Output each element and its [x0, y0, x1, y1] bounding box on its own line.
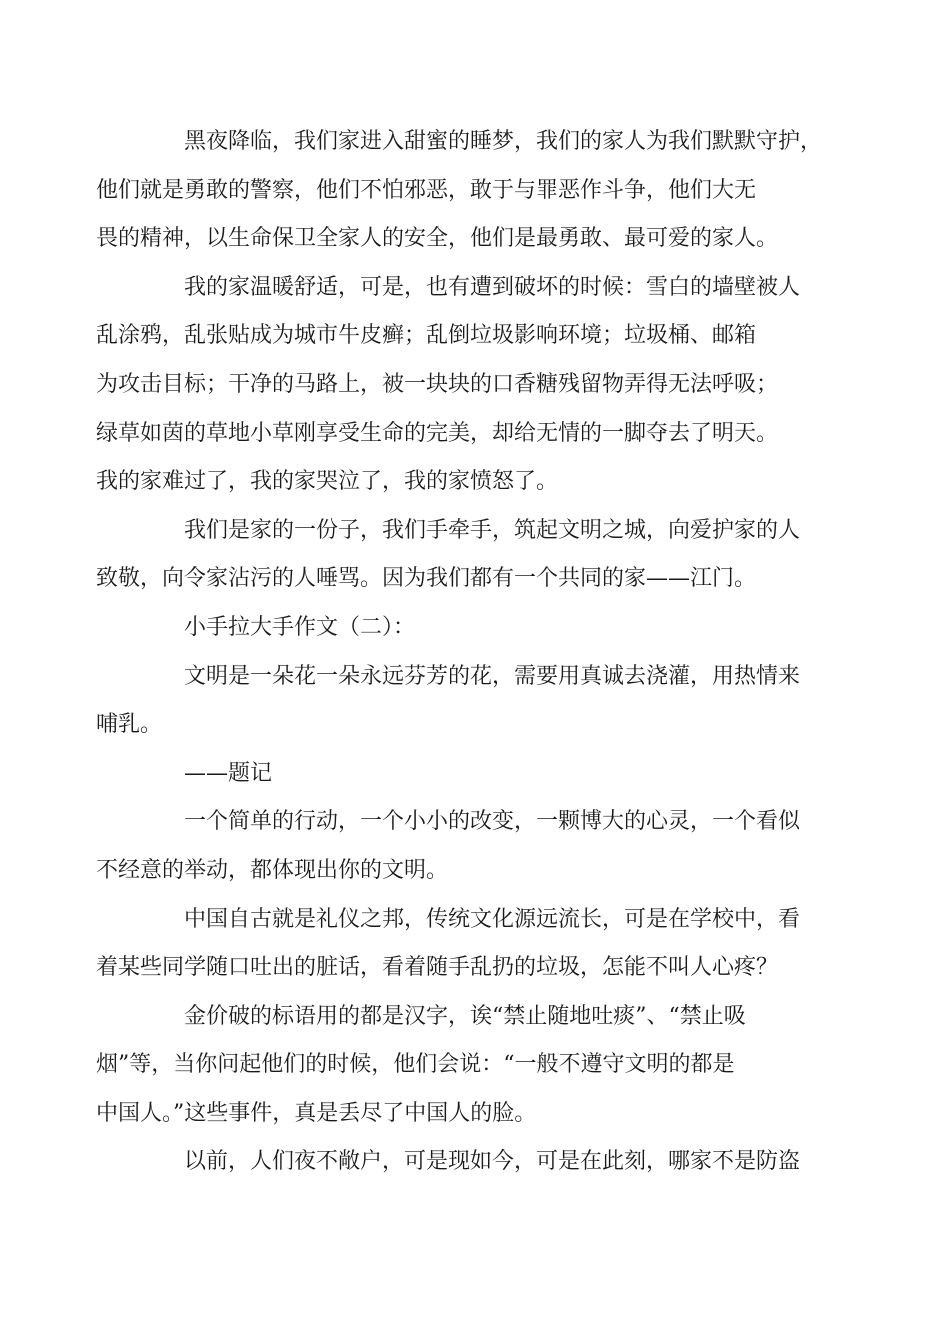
text-line: 我的家温暖舒适，可是，也有遭到破坏的时候：雪白的墙壁被人 [184, 274, 801, 300]
text-line: 不经意的举动，都体现出你的文明。 [96, 857, 449, 883]
paragraph [96, 798, 830, 895]
text-line: 小手拉大手作文（二）： [184, 614, 416, 640]
paragraph [96, 507, 830, 604]
text-line: 乱涂鸦，乱张贴成为城市牛皮癣；乱倒垃圾影响环境；垃圾桶、邮箱 [96, 323, 757, 349]
text-line: 我的家难过了，我的家哭泣了，我的家愤怒了。 [96, 469, 559, 495]
text-line: ——题记 [184, 760, 273, 786]
text-line: 着某些同学随口吐出的脏话，看着随手乱扔的垃圾，怎能不叫人心疼？ [96, 955, 779, 981]
text-line: 中国自古就是礼仪之邦，传统文化源远流长，可是在学校中，看 [184, 906, 801, 932]
paragraph [140, 750, 830, 799]
text-line: 我们是家的一份子，我们手牵手，筑起文明之城，向爱护家的人 [184, 517, 801, 543]
text-line: 文明是一朵花一朵永远芬芳的花，需要用真诚去浇灌，用热情来 [184, 663, 801, 689]
text-line: 烟”等，当你问起他们的时候，他们会说：“一般不遵守文明的都是 [96, 1052, 735, 1078]
paragraph [96, 653, 830, 750]
text-line: 致敬，向令家沾污的人唾骂。因为我们都有一个共同的家——江门。 [96, 566, 757, 592]
paragraph [96, 993, 830, 1139]
paragraph [140, 604, 830, 653]
text-line: 为攻击目标；干净的马路上，被一块块的口香糖残留物弄得无法呼吸； [96, 371, 779, 397]
paragraph [96, 118, 830, 264]
document-body [96, 118, 830, 1187]
paragraph [96, 896, 830, 993]
text-line: 他们就是勇敢的警察，他们不怕邪恶，敢于与罪恶作斗争，他们大无 [96, 177, 757, 203]
text-line: 金价破的标语用的都是汉字，诶“禁止随地吐痰”、“禁止吸 [184, 1003, 746, 1029]
paragraph [96, 264, 830, 507]
text-line: 畏的精神，以生命保卫全家人的安全，他们是最勇敢、最可爱的家人。 [96, 226, 779, 252]
text-line: 绿草如茵的草地小草刚享受生命的完美，却给无情的一脚夺去了明天。 [96, 420, 779, 446]
text-line: 中国人。”这些事件，真是丢尽了中国人的脸。 [96, 1100, 537, 1126]
text-line: 哺乳。 [96, 712, 163, 738]
text-line: 一个简单的行动，一个小小的改变，一颗博大的心灵，一个看似 [184, 809, 801, 835]
text-line: 黑夜降临，我们家进入甜蜜的睡梦，我们的家人为我们默默守护， [184, 129, 823, 154]
text-line: 以前，人们夜不敞户，可是现如今，可是在此刻，哪家不是防盗 [184, 1149, 801, 1175]
paragraph [140, 1138, 830, 1187]
